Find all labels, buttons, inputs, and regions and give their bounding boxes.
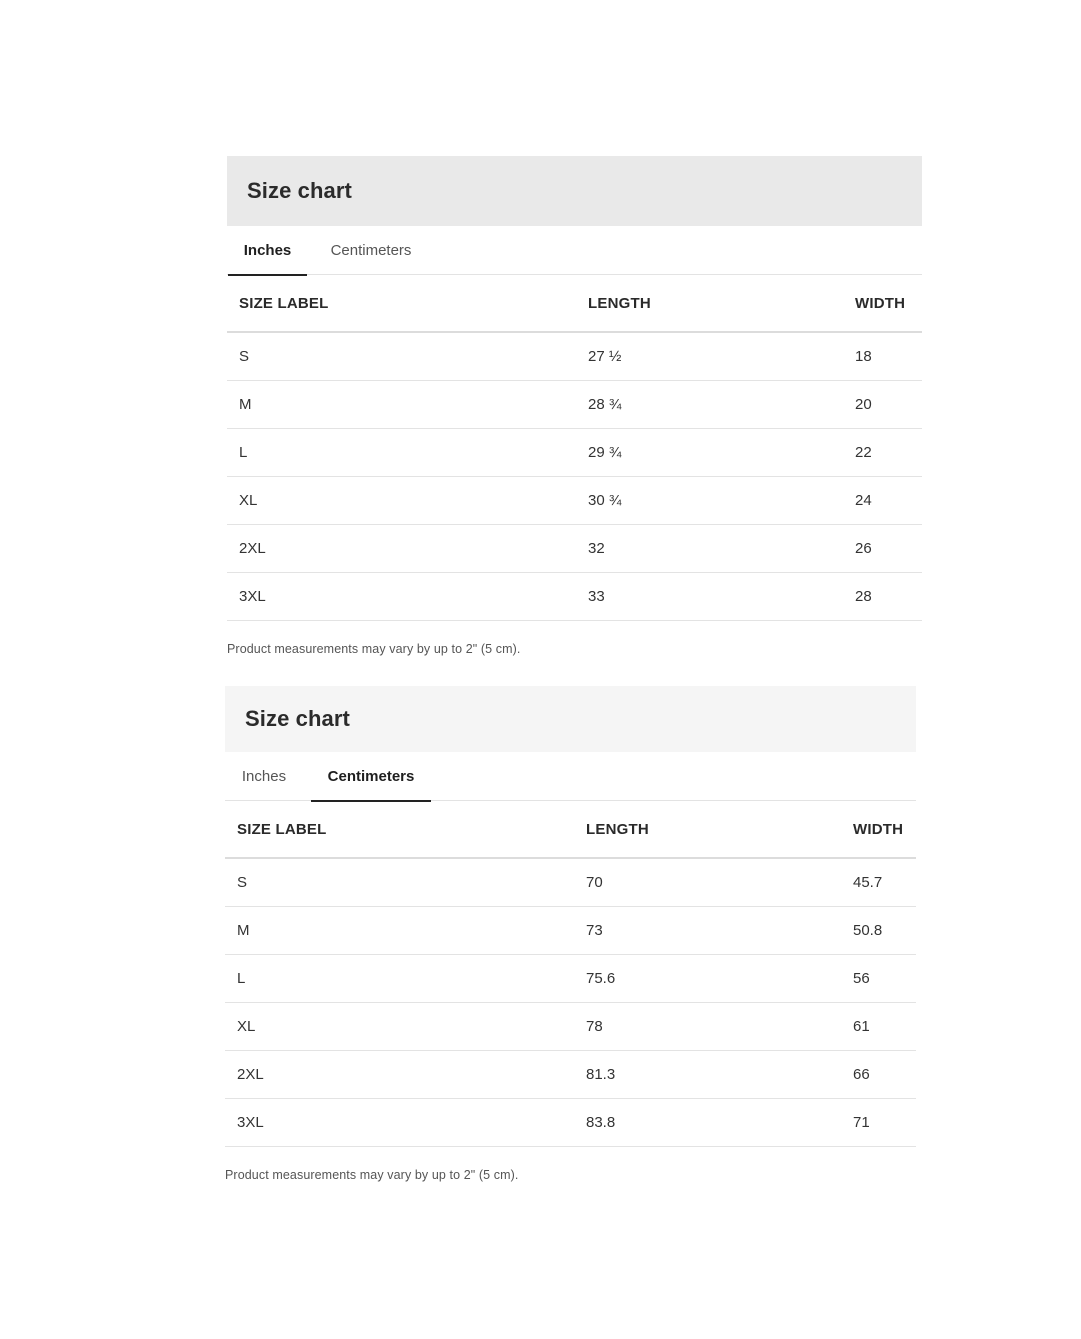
cell-size: 2XL [225,1050,586,1098]
size-table [227,275,922,621]
table-row [225,954,916,1002]
tab-inches[interactable]: Inches [241,768,287,785]
cell-length: 83.8 [586,1098,853,1146]
cell-width: 61 [853,1002,916,1050]
chart-header [225,686,916,752]
table-row [227,524,922,572]
tab-centimeters[interactable]: Centimeters [311,752,431,801]
cell-size: L [225,954,586,1002]
cell-length: 78 [586,1002,853,1050]
cell-length: 28 ¾ [588,380,855,428]
measurement-note: Product measurements may vary by up to 2" (5 cm). [227,641,521,656]
cell-length: 81.3 [586,1050,853,1098]
header-length: LENGTH [586,801,853,858]
table-header-row [225,801,916,858]
unit-tabs [225,752,916,801]
table-header-row [227,275,922,332]
cell-width: 28 [855,572,922,620]
table-row [225,1050,916,1098]
cell-width: 71 [853,1098,916,1146]
tab-centimeters[interactable]: Centimeters [330,242,412,259]
cell-size: M [225,906,586,954]
table-row [227,332,922,380]
cell-size: XL [227,476,588,524]
cell-size: XL [225,1002,586,1050]
cell-length: 70 [586,858,853,906]
header-size-label: SIZE LABEL [225,801,586,858]
cell-length: 29 ¾ [588,428,855,476]
table-row [225,906,916,954]
table-row [227,428,922,476]
size-table [225,801,916,1147]
cell-length: 32 [588,524,855,572]
cell-width: 18 [855,332,922,380]
cell-width: 56 [853,954,916,1002]
unit-tabs [227,226,922,275]
cell-length: 33 [588,572,855,620]
cell-length: 27 ½ [588,332,855,380]
cell-length: 73 [586,906,853,954]
cell-size: S [227,332,588,380]
measurement-note: Product measurements may vary by up to 2" (5 cm). [225,1167,519,1182]
cell-width: 20 [855,380,922,428]
header-width: WIDTH [853,801,916,858]
table-row [227,476,922,524]
table-row [225,1002,916,1050]
tab-inches[interactable]: Inches [228,226,307,275]
header-size-label: SIZE LABEL [227,275,588,332]
cell-width: 45.7 [853,858,916,906]
cell-length: 75.6 [586,954,853,1002]
cell-size: M [227,380,588,428]
cell-width: 50.8 [853,906,916,954]
cell-width: 66 [853,1050,916,1098]
chart-header [227,156,922,226]
size-chart-centimeters [225,686,916,1182]
table-row [225,858,916,906]
cell-size: 3XL [225,1098,586,1146]
cell-width: 26 [855,524,922,572]
cell-width: 22 [855,428,922,476]
size-chart-inches [227,156,922,656]
table-row [227,572,922,620]
header-length: LENGTH [588,275,855,332]
cell-size: 2XL [227,524,588,572]
cell-size: L [227,428,588,476]
cell-size: S [225,858,586,906]
cell-size: 3XL [227,572,588,620]
cell-width: 24 [855,476,922,524]
chart-title: Size chart [245,706,350,731]
table-row [225,1098,916,1146]
table-row [227,380,922,428]
cell-length: 30 ¾ [588,476,855,524]
chart-title: Size chart [247,178,352,203]
header-width: WIDTH [855,275,922,332]
